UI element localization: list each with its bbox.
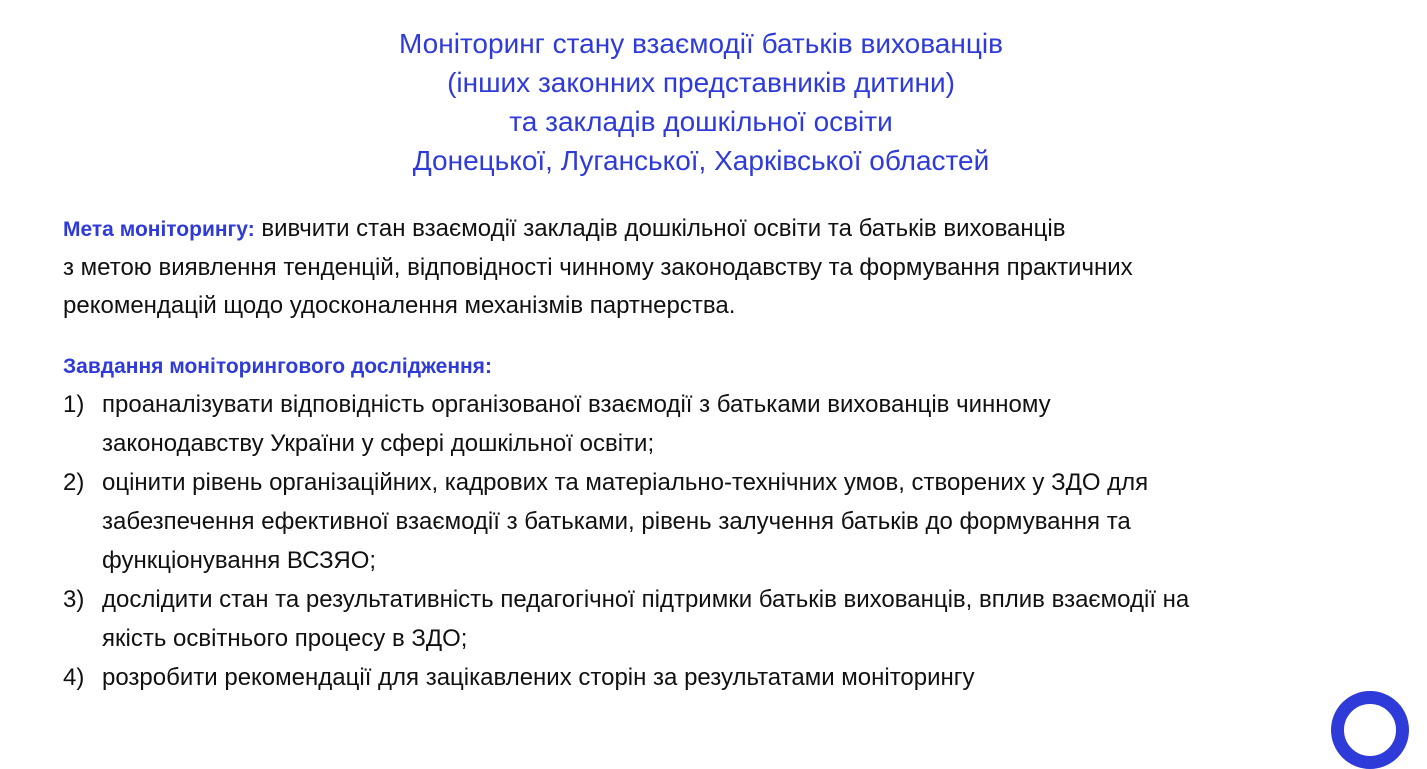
- task-text-line: забезпечення ефективної взаємодії з батьками, рівень залучення батьків до формування та: [102, 508, 1131, 535]
- task-text-line: розробити рекомендації для зацікавлених сторін за результатами моніторингу: [102, 664, 975, 691]
- ring-logo-icon: [1331, 691, 1409, 769]
- title-line: Донецької, Луганської, Харківської областей: [412, 145, 990, 176]
- task-text-line: проаналізувати відповідність організованої взаємодії з батьками вихованців чинному: [102, 391, 1051, 418]
- task-text-line: якість освітнього процесу в ЗДО;: [102, 625, 468, 652]
- task-number: 2): [63, 469, 85, 496]
- tasks-list: [63, 385, 1393, 697]
- task-item: [63, 463, 1393, 580]
- goal-label: Мета моніторингу:: [63, 218, 255, 241]
- task-text-line: оцінити рівень організаційних, кадрових та матеріально-технічних умов, створених у ЗДО для: [102, 469, 1149, 496]
- goal-text-line: з метою виявлення тенденцій, відповідності чинному законодавству та формування практичних: [63, 254, 1133, 281]
- goal-text-line: вивчити стан взаємодії закладів дошкільної освіти та батьків вихованців: [254, 215, 1066, 242]
- task-number: 4): [63, 664, 85, 691]
- task-item: [63, 658, 1393, 697]
- task-number: 1): [63, 391, 85, 418]
- goal-paragraph: [63, 210, 1393, 325]
- title-line: та закладів дошкільної освіти: [509, 106, 893, 137]
- title-line: (інших законних представників дитини): [447, 67, 955, 98]
- tasks-heading: Завдання моніторингового дослідження:: [63, 355, 492, 378]
- goal-text-line: рекомендацій щодо удосконалення механізмів партнерства.: [63, 292, 736, 319]
- task-item: [63, 385, 1393, 463]
- goal-first-line: [63, 210, 1393, 249]
- task-number: 3): [63, 586, 85, 613]
- title-line: Моніторинг стану взаємодії батьків вихованців: [399, 28, 1003, 59]
- task-text-line: функціонування ВСЗЯО;: [102, 547, 377, 574]
- slide-title: [0, 24, 1402, 180]
- task-item: [63, 580, 1393, 658]
- task-text-line: законодавству України у сфері дошкільної освіти;: [102, 430, 655, 457]
- task-text-line: дослідити стан та результативність педагогічної підтримки батьків вихованців, вплив взаємодії на: [102, 586, 1190, 613]
